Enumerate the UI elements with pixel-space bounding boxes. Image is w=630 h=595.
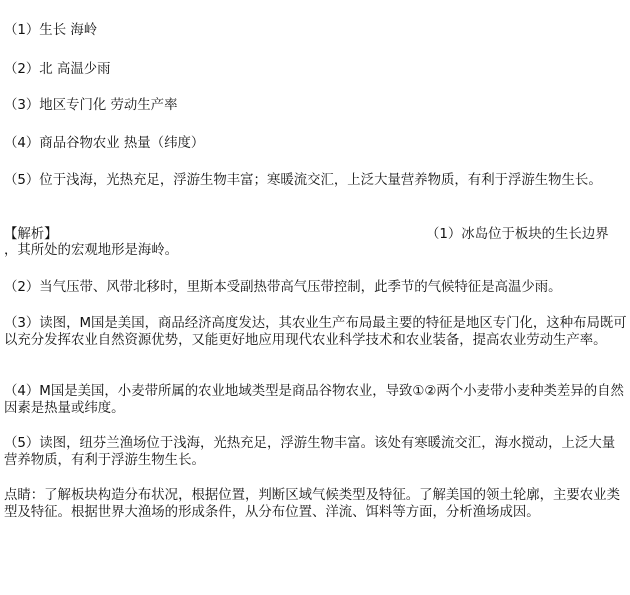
- analysis-1-head: （1）冰岛位于板块的生长边界: [426, 227, 609, 242]
- answer-4: （4）商品谷物农业 热量（纬度）: [4, 136, 205, 151]
- analysis-1-tail: ，其所处的宏观地形是海岭。: [4, 243, 179, 258]
- answer-2: （2）北 高温少雨: [4, 62, 111, 77]
- answer-5: （5）位于浅海，光热充足，浮游生物丰富；寒暖流交汇，上泛大量营养物质，有利于浮游生物生长。: [4, 173, 602, 188]
- analysis-3: （3）读图，M国是美国，商品经济高度发达，其农业生产布局最主要的特征是地区专门化，这种布局既可以充分发挥农业自然资源优势，又能更好地应用现代农业科学技术和农业装备，提高农业劳动生产率。: [4, 316, 627, 348]
- analysis-heading: 【解析】: [4, 227, 58, 242]
- answer-1: （1）生长 海岭: [4, 23, 98, 38]
- comment-note: 点睛：了解板块构造分布状况，根据位置，判断区域气候类型及特征。了解美国的领土轮廓，主要农业类型及特征。根据世界大渔场的形成条件，从分布位置、洋流、饵料等方面，分析渔场成因。: [4, 488, 620, 520]
- analysis-4: （4）M国是美国，小麦带所属的农业地域类型是商品谷物农业，导致①②两个小麦带小麦种类差异的自然因素是热量或纬度。: [4, 384, 624, 416]
- analysis-5: （5）读图，纽芬兰渔场位于浅海，光热充足，浮游生物丰富。该处有寒暖流交汇，海水搅动，上泛大量营养物质，有利于浮游生物生长。: [4, 436, 616, 468]
- analysis-2: （2）当气压带、风带北移时，里斯本受副热带高气压带控制，此季节的气候特征是高温少雨。: [4, 280, 562, 295]
- answer-3: （3）地区专门化 劳动生产率: [4, 98, 178, 113]
